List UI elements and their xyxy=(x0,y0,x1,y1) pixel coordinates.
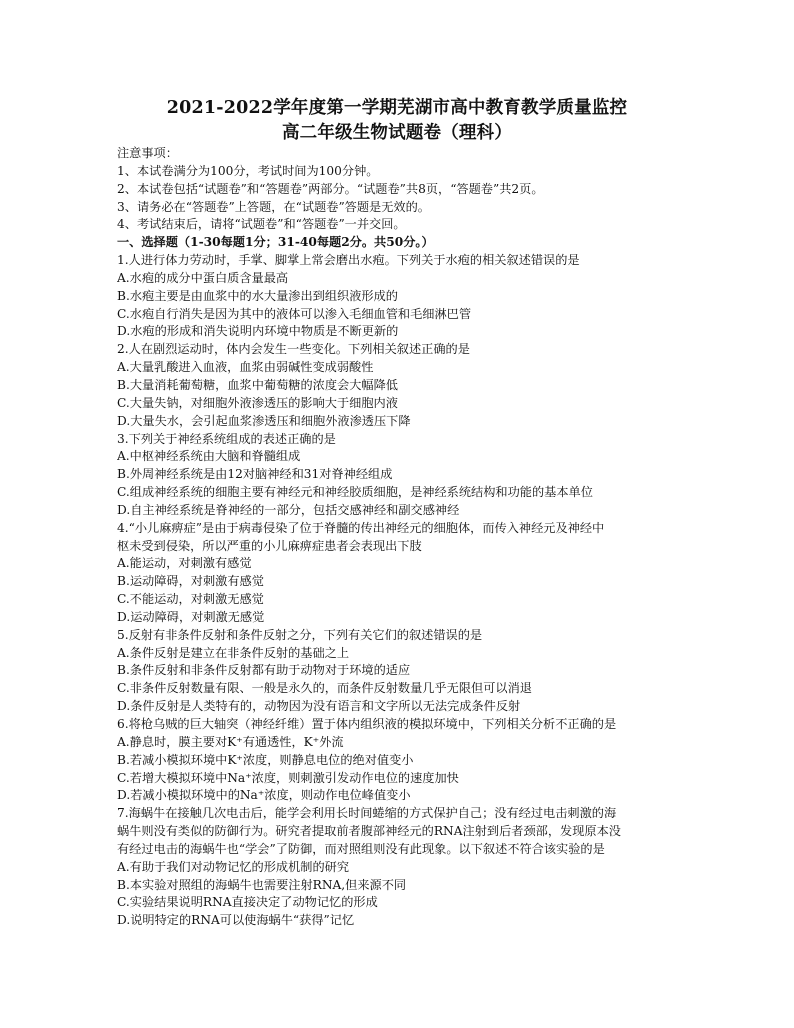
answer-option: B.外周神经系统是由12对脑神经和31对脊神经组成 xyxy=(117,467,393,482)
answer-option: D.运动障碍，对刺激无感觉 xyxy=(117,609,265,624)
question-stem: 1.人进行体力劳动时，手掌、脚掌上常会磨出水疱。下列关于水疱的相关叙述错误的是 xyxy=(117,253,580,268)
notice-heading: 注意事项： xyxy=(117,146,178,160)
answer-option: C.水疱自行消失是因为其中的液体可以渗入毛细血管和毛细淋巴管 xyxy=(117,306,472,321)
answer-option: B.水疱主要是由血浆中的水大量渗出到组织液形成的 xyxy=(117,288,398,303)
answer-option: C.实验结果说明RNA直接决定了动物记忆的形成 xyxy=(117,895,378,910)
answer-option: B.若减小模拟环境中K⁺浓度，则静息电位的绝对值变小 xyxy=(117,752,414,767)
answer-option: A.能运动，对刺激有感觉 xyxy=(117,556,252,571)
question-stem: 7.海蜗牛在接触几次电击后，能学会利用长时间蜷缩的方式保护自己；没有经过电击刺激的海 xyxy=(117,806,617,821)
question-stem: 5.反射有非条件反射和条件反射之分，下列有关它们的叙述错误的是 xyxy=(117,627,483,642)
answer-option: A.有助于我们对动物记忆的形成机制的研究 xyxy=(117,859,350,874)
exam-title-line-1: 2021-2022学年度第一学期芜湖市高中教育教学质量监控 xyxy=(166,98,628,118)
exam-body xyxy=(117,145,697,930)
answer-option: A.大量乳酸进入血液，血浆由弱碱性变成弱酸性 xyxy=(117,360,374,375)
answer-option: D.水疱的形成和消失说明内环境中物质是不断更新的 xyxy=(117,324,399,339)
answer-option: D.自主神经系统是脊神经的一部分，包括交感神经和副交感神经 xyxy=(117,502,460,517)
answer-option: B.运动障碍，对刺激有感觉 xyxy=(117,574,264,589)
notice-item: 4、考试结束后，请将“试题卷”和“答题卷”一并交回。 xyxy=(117,217,406,232)
notice-item: 2、本试卷包括“试题卷”和“答题卷”两部分。“试题卷”共8页，“答题卷”共2页。 xyxy=(117,181,544,196)
question-stem: 有经过电击的海蜗牛也“学会”了防御，而对照组则没有此现象。以下叙述不符合该实验的是 xyxy=(117,841,605,856)
answer-option: D.若减小模拟环境中的Na⁺浓度，则动作电位峰值变小 xyxy=(117,788,411,803)
exam-title-line-2: 高二年级生物试题卷（理科） xyxy=(281,123,513,143)
answer-option: A.中枢神经系统由大脑和脊髓组成 xyxy=(117,449,301,464)
answer-option: B.本实验对照组的海蜗牛也需要注射RNA,但来源不同 xyxy=(117,877,407,892)
answer-option: A.水疱的成分中蛋白质含量最高 xyxy=(117,270,289,285)
answer-option: C.组成神经系统的细胞主要有神经元和神经胶质细胞，是神经系统结构和功能的基本单位 xyxy=(117,485,593,500)
answer-option: B.大量消耗葡萄糖，血浆中葡萄糖的浓度会大幅降低 xyxy=(117,377,398,392)
answer-option: C.若增大模拟环境中Na⁺浓度，则刺激引发动作电位的速度加快 xyxy=(117,770,459,785)
question-stem: 4.“小儿麻痹症”是由于病毒侵染了位于脊髓的传出神经元的细胞体，而传入神经元及神经中 xyxy=(117,520,605,535)
answer-option: D.大量失水，会引起血浆渗透压和细胞外液渗透压下降 xyxy=(117,413,411,428)
answer-option: A.静息时，膜主要对K⁺有通透性，K⁺外流 xyxy=(117,734,344,749)
answer-option: C.不能运动，对刺激无感觉 xyxy=(117,592,264,607)
section-heading: 一、选择题（1-30每题1分；31-40每题2分。共50分。） xyxy=(117,235,434,250)
answer-option: A.条件反射是建立在非条件反射的基础之上 xyxy=(117,645,350,660)
answer-option: B.条件反射和非条件反射都有助于动物对于环境的适应 xyxy=(117,663,411,678)
question-stem: 2.人在剧烈运动时，体内会发生一些变化。下列相关叙述正确的是 xyxy=(117,342,470,357)
question-stem: 枢未受到侵染，所以严重的小儿麻痹症患者会表现出下肢 xyxy=(117,538,422,553)
answer-option: D.条件反射是人类特有的，动物因为没有语言和文字所以无法完成条件反射 xyxy=(117,699,521,714)
answer-option: C.非条件反射数量有限、一般是永久的，而条件反射数量几乎无限但可以消退 xyxy=(117,681,532,696)
notice-item: 1、本试卷满分为100分，考试时间为100分钟。 xyxy=(117,163,379,178)
question-stem: 蜗牛则没有类似的防御行为。研究者提取前者腹部神经元的RNA注射到后者颈部，发现原本没 xyxy=(117,824,621,839)
answer-option: D.说明特定的RNA可以使海蜗牛“获得”记忆 xyxy=(117,913,355,928)
answer-option: C.大量失钠，对细胞外液渗透压的影响大于细胞内液 xyxy=(117,395,398,410)
notice-item: 3、请务必在“答题卷”上答题，在“试题卷”答题是无效的。 xyxy=(117,199,430,214)
question-stem: 6.将枪乌贼的巨大轴突（神经纤维）置于体内组织液的模拟环境中，下列相关分析不正确的是 xyxy=(117,717,617,731)
question-stem: 3.下列关于神经系统组成的表述正确的是 xyxy=(117,431,336,446)
